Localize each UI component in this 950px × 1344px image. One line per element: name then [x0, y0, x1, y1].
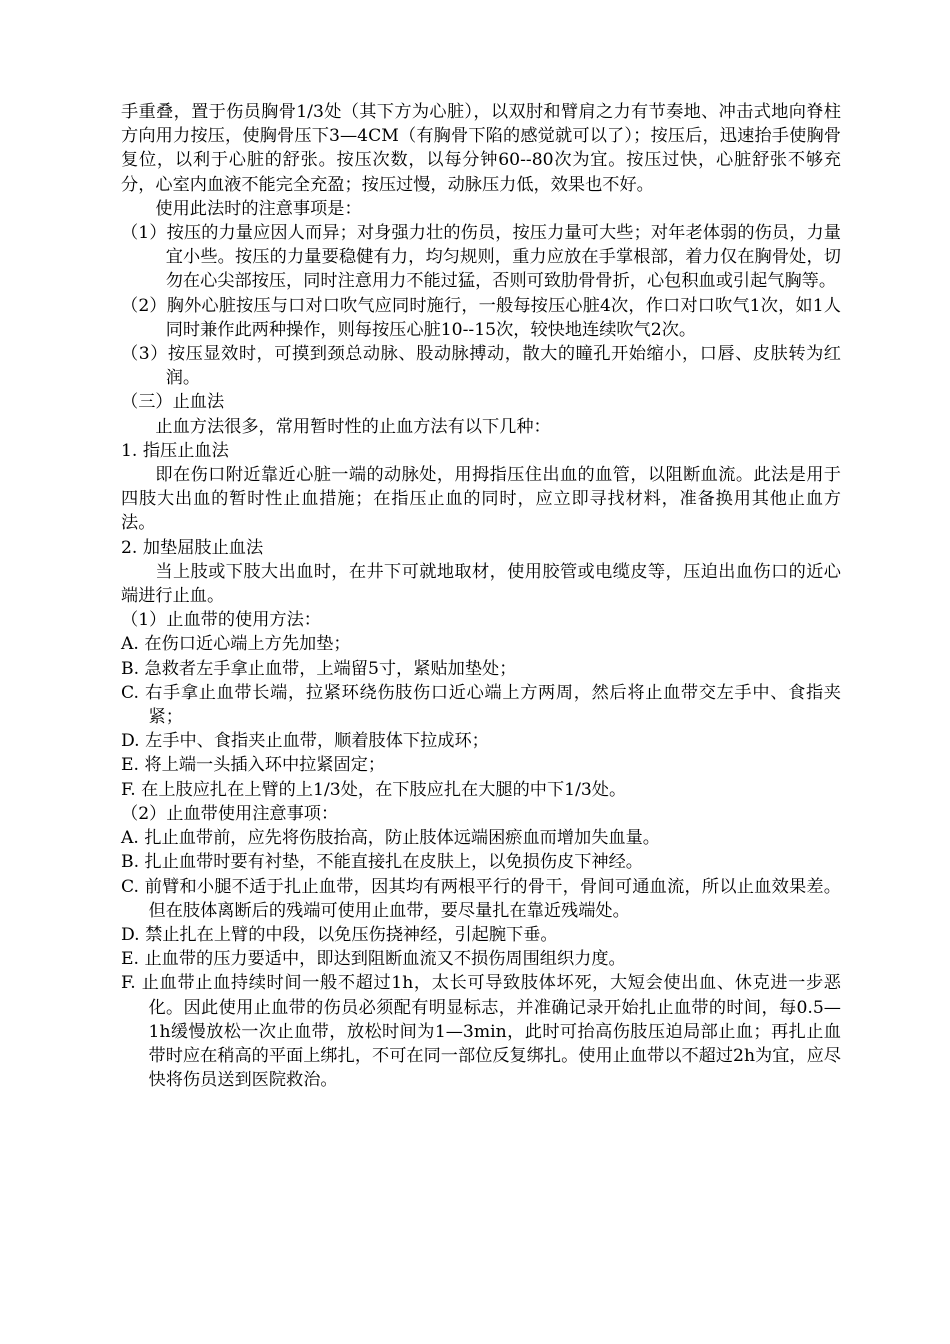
list-item-method-d: D. 左手中、食指夹止血带，顺着肢体下拉成环； [121, 731, 489, 752]
list-item-note-a: A. 扎止血带前，应先将伤肢抬高，防止肢体远端困瘀血而增加失血量。 [121, 828, 660, 849]
list-item-method-f: F. 在上肢应扎在上臂的上1/3处，在下肢应扎在大腿的中下1/3处。 [121, 779, 627, 800]
subheading-padded-flexion: 2. 加垫屈肢止血法 [121, 537, 264, 558]
list-item-note-d: D. 禁止扎在上臂的中段，以免压伤挠神经，引起腕下垂。 [121, 924, 558, 945]
list-item-method-e: E. 将上端一头插入环中拉紧固定； [121, 755, 386, 776]
subheading-tourniquet-notes: （2）止血带使用注意事项： [121, 803, 339, 824]
list-item-note-b: B. 扎止血带时要有衬垫，不能直接扎在皮肤上，以免损伤皮下神经。 [121, 852, 643, 873]
subheading-tourniquet-method: （1）止血带的使用方法： [121, 610, 321, 631]
list-item-precaution-3: （3）按压显效时，可摸到颈总动脉、股动脉搏动，散大的瞳孔开始缩小，口唇、皮肤转为红润。 [121, 344, 841, 389]
list-item-precaution-2: （2）胸外心脏按压与口对口吹气应同时施行，一般每按压心脏4次，作口对口吹气1次，如1人同时兼作此两种操作，则每按压心脏10--15次，较快地连续吹气2次。 [121, 295, 841, 340]
paragraph-cpr-technique: 手重叠，置于伤员胸骨1/3处（其下方为心脏），以双肘和臂肩之力有节奏地、冲击式地向脊柱方向用力按压，使胸骨压下3—4CM（有胸骨下陷的感觉就可以了）；按压后，迅速抬手使胸骨复位，以利于心脏的舒张。按压次数，以每分钟60--80次为宜。按压过快，心脏舒张不够充分，心室内血液不能完全充盈；按压过慢，动脉压力低，效果也不好。 [121, 102, 841, 195]
document-page [121, 100, 841, 1092]
list-item-note-f: F. 止血带止血持续时间一般不超过1h，太长可导致肢体坏死，大短会使出血、休克进一步恶化。因此使用止血带的伤员必须配有明显标志，并准确记录开始扎止血带的时间，每0.5—1h缓慢放松一次止血带，放松时间为1—3min，此时可抬高伤肢压迫局部止血；再扎止血带时应在稍高的平面上绑扎，不可在同一部位反复绑扎。使用止血带以不超过2h为宜，应尽快将伤员送到医院救治。 [121, 973, 841, 1091]
list-item-precaution-1: （1）按压的力量应因人而异；对身强力壮的伤员，按压力量可大些；对年老体弱的伤员，力量宜小些。按压的力量要稳健有力，均匀规则，重力应放在手掌根部，着力仅在胸骨处，切勿在心尖部按压，同时注意用力不能过猛，否则可致肋骨骨折，心包积血或引起气胸等。 [121, 223, 841, 292]
paragraph-finger-pressure: 即在伤口附近靠近心脏一端的动脉处，用拇指压住出血的血管，以阻断血流。此法是用于四肢大出血的暂时性止血措施；在指压止血的同时，应立即寻找材料，准备换用其他止血方法。 [121, 465, 841, 534]
section-heading-hemostasis: （三）止血法 [121, 392, 225, 413]
list-item-method-b: B. 急救者左手拿止血带，上端留5寸，紧贴加垫处； [121, 658, 517, 679]
paragraph-hemostasis-intro: 止血方法很多，常用暂时性的止血方法有以下几种： [155, 416, 551, 437]
list-item-note-c: C. 前臂和小腿不适于扎止血带，因其均有两根平行的骨干，骨间可通血流，所以止血效果差。但在肢体离断后的残端可使用止血带，要尽量扎在靠近残端处。 [121, 876, 841, 921]
paragraph-precautions-intro: 使用此法时的注意事项是： [155, 198, 362, 219]
list-item-method-c: C. 右手拿止血带长端，拉紧环绕伤肢伤口近心端上方两周，然后将止血带交左手中、食指夹紧； [121, 682, 841, 728]
list-item-note-e: E. 止血带的压力要适中，即达到阻断血流又不损伤周围组织力度。 [121, 949, 626, 970]
subheading-finger-pressure: 1. 指压止血法 [121, 440, 229, 461]
list-item-method-a: A. 在伤口近心端上方先加垫； [121, 634, 351, 655]
paragraph-padded-flexion: 当上肢或下肢大出血时，在井下可就地取材，使用胶管或电缆皮等，压迫出血伤口的近心端进行止血。 [121, 561, 841, 607]
